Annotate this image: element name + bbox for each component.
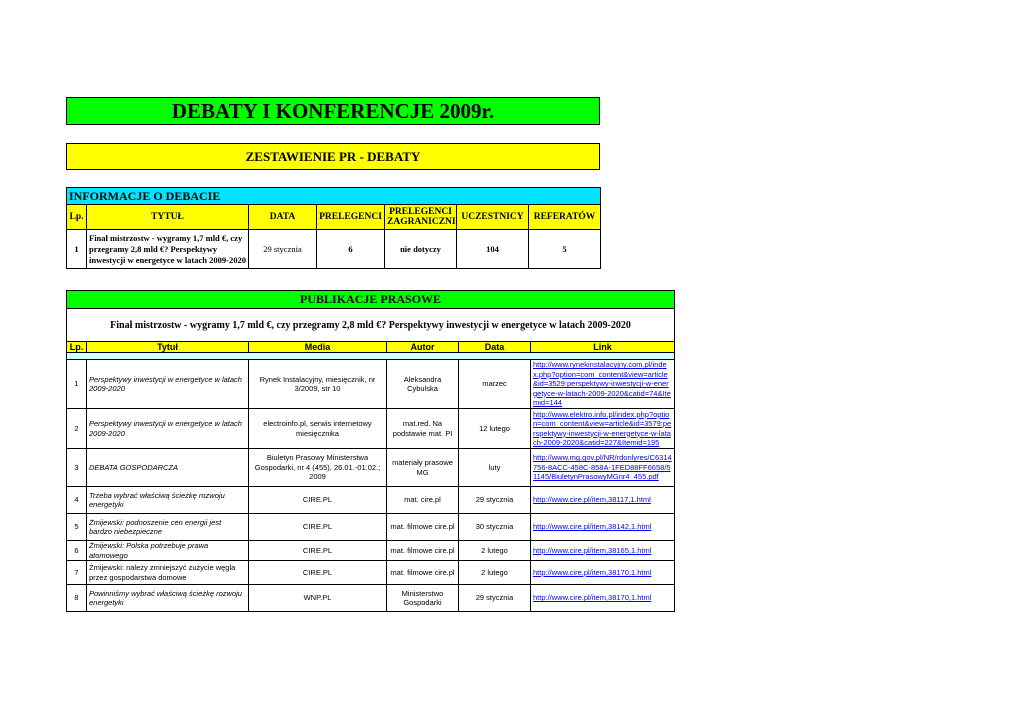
cell-author: mat. filmowe cire.pl — [387, 514, 459, 541]
cell-participants: 104 — [457, 230, 529, 269]
cell-speakers: 6 — [317, 230, 385, 269]
cell-media: Rynek Instalacyjny, miesięcznik, nr 3/2009, str 10 — [249, 360, 387, 409]
cell-date: 12 lutego — [459, 409, 531, 449]
cell-lp: 2 — [67, 409, 87, 449]
cell-title: Żmijewski: Polska potrzebuje prawa atomowego — [87, 541, 249, 561]
col-header-date: DATA — [249, 205, 317, 230]
cell-lp: 7 — [67, 561, 87, 585]
cell-media: CIRE.PL — [249, 514, 387, 541]
cell-author: Aleksandra Cybulska — [387, 360, 459, 409]
cell-lp: 1 — [67, 360, 87, 409]
cell-media: CIRE.PL — [249, 487, 387, 514]
col-header-author: Autor — [387, 342, 459, 353]
cell-lp: 1 — [67, 230, 87, 269]
cell-title: DEBATA GOSPODARCZA — [87, 449, 249, 487]
page-title-text: DEBATY I KONFERENCJE 2009r. — [171, 98, 495, 123]
cell-papers: 5 — [529, 230, 601, 269]
cell-author: mat. filmowe cire.pl — [387, 541, 459, 561]
cell-link[interactable]: http://www.cire.pl/item,38170,1.html — [531, 585, 675, 612]
cell-media: electroinfo.pl, serwis internetowy miesięcznika — [249, 409, 387, 449]
cell-title: Trzeba wybrać właściwą ścieżkę rozwoju energetyki — [87, 487, 249, 514]
col-header-participants: UCZESTNICY — [457, 205, 529, 230]
cell-date: 30 stycznia — [459, 514, 531, 541]
cell-lp: 5 — [67, 514, 87, 541]
cell-link[interactable]: http://www.mg.gov.pl/NR/rdonlyres/C6314756-8ACC-458C-858A-1FED88FF6658/51145/BiuletynPrasowyMGnr4_455.pdf — [531, 449, 675, 487]
col-header-lp: Lp. — [67, 342, 87, 353]
cell-lp: 4 — [67, 487, 87, 514]
col-header-date: Data — [459, 342, 531, 353]
cell-title: Perspektywy inwestycji w energetyce w latach 2009-2020 — [87, 409, 249, 449]
cell-author: materiały prasowe MG — [387, 449, 459, 487]
table-row — [67, 541, 675, 561]
col-header-link: Link — [531, 342, 675, 353]
publications-subtitle: Finał mistrzostw - wygramy 1,7 mld €, czy przegramy 2,8 mld €? Perspektywy inwestycji w energetyce w latach 2009-2020 — [67, 309, 675, 342]
table-row — [67, 360, 675, 409]
cell-date: 29 stycznia — [249, 230, 317, 269]
table-row — [67, 409, 675, 449]
cell-author: Ministerstwo Gospodarki — [387, 585, 459, 612]
page-subtitle — [66, 143, 600, 170]
cell-date: 2 lutego — [459, 541, 531, 561]
cell-date: 2 lutego — [459, 561, 531, 585]
cell-title: Żmijewski: podnoszenie cen energii jest bardzo niebezpieczne — [87, 514, 249, 541]
cell-lp: 3 — [67, 449, 87, 487]
press-publications-table — [66, 290, 675, 612]
cell-media: CIRE.PL — [249, 561, 387, 585]
page-subtitle-text: ZESTAWIENIE PR - DEBATY — [245, 148, 421, 164]
col-header-foreign-speakers: PRELEGENCI ZAGRANICZNI — [385, 205, 457, 230]
col-header-papers: REFERATÓW — [529, 205, 601, 230]
cell-date: luty — [459, 449, 531, 487]
col-header-lp: Lp. — [67, 205, 87, 230]
cell-title: Finał mistrzostw - wygramy 1,7 mld €, czy przegramy 2,8 mld €? Perspektywy inwestycji w energetyce w latach 2009-2020 — [87, 230, 249, 269]
page-title — [66, 97, 600, 125]
cell-media: CIRE.PL — [249, 541, 387, 561]
cell-author: mat. filmowe cire.pl — [387, 561, 459, 585]
col-header-title: TYTUŁ — [87, 205, 249, 230]
table-row — [67, 230, 601, 269]
debate-info-table — [66, 187, 601, 269]
cell-title: Powinniśmy wybrać właściwą ścieżkę rozwoju energetyki — [87, 585, 249, 612]
table-row — [67, 585, 675, 612]
cell-date: marzec — [459, 360, 531, 409]
cell-lp: 8 — [67, 585, 87, 612]
cell-link[interactable]: http://www.cire.pl/item,38117,1.html — [531, 487, 675, 514]
table-row — [67, 561, 675, 585]
col-header-media: Media — [249, 342, 387, 353]
table-row — [67, 487, 675, 514]
cell-title: Żmijewski: należy zmniejszyć zużycie węgla przez gospodarstwa domowe — [87, 561, 249, 585]
debate-info-caption: INFORMACJE O DEBACIE — [67, 188, 601, 205]
cell-author: mat. cire.pl — [387, 487, 459, 514]
cell-lp: 6 — [67, 541, 87, 561]
cell-link[interactable]: http://www.cire.pl/item,38165,1.html — [531, 541, 675, 561]
table-row — [67, 514, 675, 541]
cell-author: mat.red. Na podstawie mat. PI — [387, 409, 459, 449]
cell-media: WNP.PL — [249, 585, 387, 612]
cell-title: Perspektywy inwestycji w energetyce w latach 2009-2020 — [87, 360, 249, 409]
col-header-speakers: PRELEGENCI — [317, 205, 385, 230]
cell-date: 29 stycznia — [459, 487, 531, 514]
cell-link[interactable]: http://www.cire.pl/item,38142,1.html — [531, 514, 675, 541]
cell-media: Biuletyn Prasowy Ministerstwa Gospodarki, nr 4 (455), 26.01.-01.02.; 2009 — [249, 449, 387, 487]
publications-caption: PUBLIKACJE PRASOWE — [67, 291, 675, 309]
cell-link[interactable]: http://www.elektro.info.pl/index.php?option=com_content&view=article&id=3579:perspektywy-inwestycji-w-energetyce-w-latach-2009-2020&catid=227&Itemid=195 — [531, 409, 675, 449]
table-row — [67, 449, 675, 487]
cell-link[interactable]: http://www.cire.pl/item,38170,1.html — [531, 561, 675, 585]
publications-rows — [67, 360, 675, 612]
spacer-row — [67, 353, 675, 360]
col-header-title: Tytuł — [87, 342, 249, 353]
cell-date: 29 stycznia — [459, 585, 531, 612]
cell-foreign: nie dotyczy — [385, 230, 457, 269]
cell-link[interactable]: http://www.rynekinstalacyjny.com.pl/index.php?option=com_content&view=article&id=3529:perspektywy-inwestycji-w-energetyce-w-latach-2009-2020&catid=74&Itemid=144 — [531, 360, 675, 409]
